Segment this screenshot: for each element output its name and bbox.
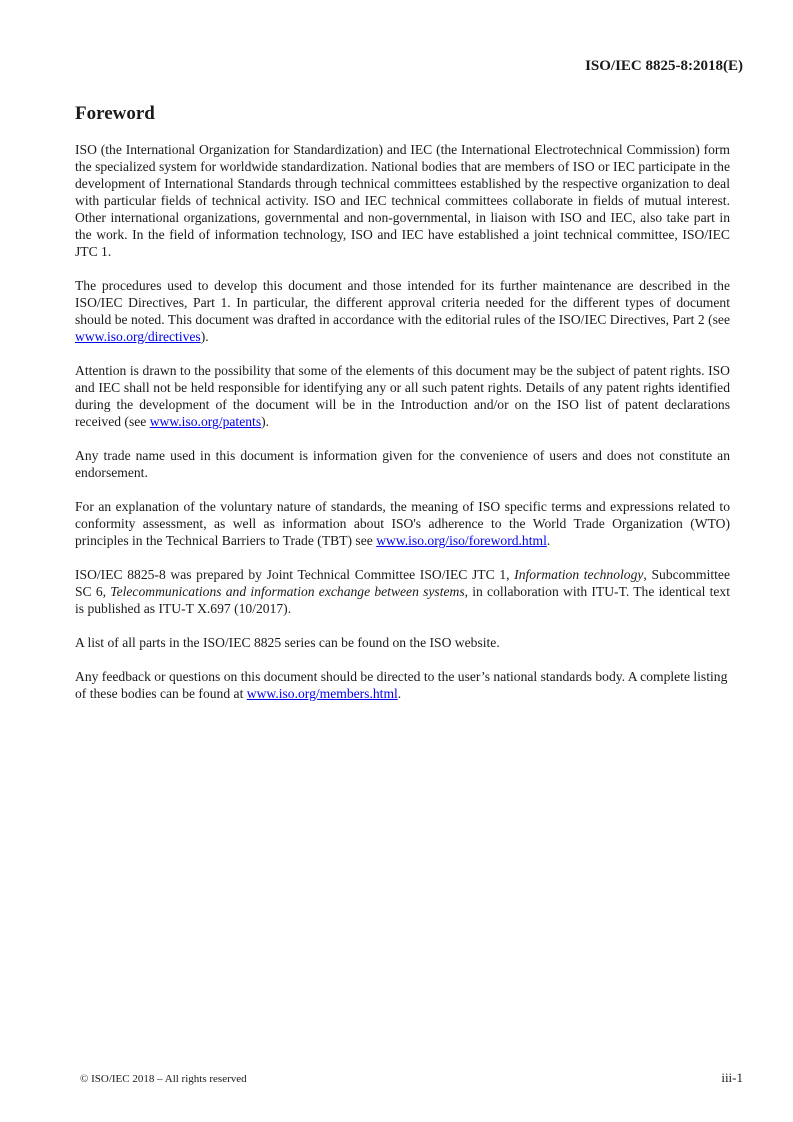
text: . bbox=[397, 686, 402, 701]
paragraph-feedback bbox=[75, 668, 730, 702]
italic-text: Information technology bbox=[514, 567, 644, 582]
text: ISO/IEC 8825-8 was prepared by Joint Technical Committee ISO/IEC JTC 1, bbox=[75, 567, 515, 582]
paragraph-patents bbox=[75, 362, 730, 430]
text: The procedures used to develop this document and those intended for its further maintenance are described in the ISO/IEC Directives, Part 1. In particular, the different approval criteria needed for the different types of document should be noted. This document was drafted in accordance with the editorial rules of the ISO/IEC Directives, Part 2 (see bbox=[75, 278, 730, 327]
foreword-body bbox=[75, 141, 730, 719]
patents-link[interactable]: www.iso.org/patents bbox=[149, 414, 262, 429]
paragraph-procedures bbox=[75, 277, 730, 345]
text: . bbox=[546, 533, 551, 548]
text: , in collaboration with ITU-T. The identical text is published as ITU-T X.697 (10/2017). bbox=[75, 584, 731, 616]
directives-link[interactable]: www.iso.org/directives bbox=[75, 329, 201, 344]
document-id-header: ISO/IEC 8825-8:2018(E) bbox=[585, 58, 743, 74]
text: ). bbox=[261, 414, 270, 429]
foreword-link[interactable]: www.iso.org/iso/foreword.html bbox=[376, 533, 547, 548]
text: Any feedback or questions on this document should be directed to the user’s national standards body. A complete listing of these bodies can be found at bbox=[75, 669, 728, 701]
paragraph-voluntary bbox=[75, 498, 730, 549]
page-title: Foreword bbox=[75, 103, 155, 124]
paragraph-prepared-by bbox=[75, 566, 730, 617]
paragraph-trade-name: Any trade name used in this document is information given for the convenience of users and does not constitute an endorsement. bbox=[75, 448, 730, 480]
text: , Subcommittee SC 6, bbox=[75, 567, 730, 599]
paragraph-parts-list: A list of all parts in the ISO/IEC 8825 series can be found on the ISO website. bbox=[75, 635, 500, 650]
text: ). bbox=[200, 329, 209, 344]
text: For an explanation of the voluntary nature of standards, the meaning of ISO specific terms and expressions related to conformity assessment, as well as information about ISO's adherence to the World Trade Organization (WTO) principles in the Technical Barriers to Trade (TBT) see bbox=[75, 499, 730, 548]
copyright-footer: © ISO/IEC 2018 – All rights reserved bbox=[80, 1073, 247, 1085]
text: Attention is drawn to the possibility that some of the elements of this document may be the subject of patent rights. ISO and IEC shall not be held responsible for identifying any or all such patent rights. Details of any patent rights identified during the development of the document will be in the Introduction and/or on the ISO list of patent declarations received (see bbox=[75, 363, 730, 429]
members-link[interactable]: www.iso.org/members.html bbox=[246, 686, 398, 701]
paragraph-iso-iec: ISO (the International Organization for Standardization) and IEC (the International Electrotechnical Commission) form the specialized system for worldwide standardization. National bodies that are members of ISO or IEC participate in the development of International Standards through technical committees established by the respective organization to deal with particular fields of technical activity. ISO and IEC technical committees collaborate in fields of mutual interest. Other international organizations, governmental and non-governmental, in liaison with ISO and IEC, also take part in the work. In the field of information technology, ISO and IEC have established a joint technical committee, ISO/IEC JTC 1. bbox=[75, 142, 730, 259]
italic-text: Telecommunications and information exchange between systems bbox=[110, 584, 465, 599]
page-number: iii-1 bbox=[721, 1070, 743, 1085]
